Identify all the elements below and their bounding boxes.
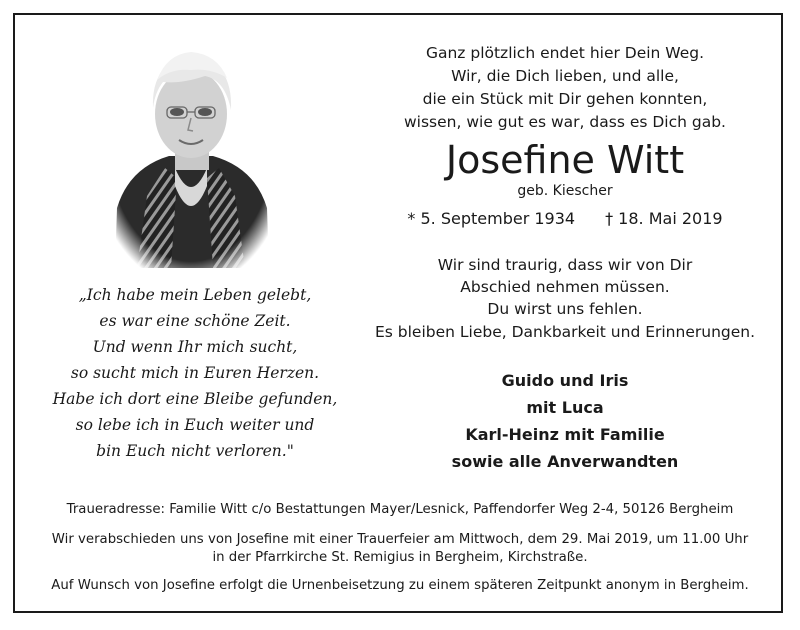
poem [30, 282, 360, 464]
poem-line: Und wenn Ihr mich sucht, [92, 338, 298, 356]
mourner-line: mit Luca [526, 398, 604, 417]
deceased-name: Josefine Witt [445, 138, 685, 182]
life-dates [370, 209, 760, 228]
mourner-line: sowie alle Anverwandten [451, 452, 679, 471]
opening-verse [370, 42, 760, 134]
service-line: in der Pfarrkirche St. Remigius in Bergheim, Kirchstraße. [212, 550, 588, 565]
mourning-address: Traueradresse: Familie Witt c/o Bestattungen Mayer/Lesnick, Paffendorfer Weg 2-4, 50126 Bergheim [66, 502, 734, 517]
service-line: Wir verabschieden uns von Josefine mit einer Trauerfeier am Mittwoch, dem 29. Mai 2019, um 11.00 Uhr [51, 532, 749, 547]
farewell-line: Wir sind traurig, dass wir von Dir [437, 256, 693, 274]
verse-line: Ganz plötzlich endet hier Dein Weg. [425, 44, 705, 62]
poem-line: Habe ich dort eine Bleibe gefunden, [52, 390, 338, 408]
farewell-line: Abschied nehmen müssen. [460, 278, 670, 296]
poem-line: „Ich habe mein Leben gelebt, [78, 286, 312, 304]
poem-line: so sucht mich in Euren Herzen. [70, 364, 320, 382]
farewell-text [370, 254, 760, 320]
service-info [30, 531, 770, 567]
mourner-line: Guido und Iris [501, 371, 629, 390]
death-date: † 18. Mai 2019 [605, 209, 723, 228]
verse-line: Wir, die Dich lieben, und alle, [451, 67, 679, 85]
birth-date: * 5. September 1934 [407, 209, 576, 228]
poem-line: es war eine schöne Zeit. [99, 312, 291, 330]
birth-name: geb. Kiescher [517, 183, 613, 199]
mourners-list [370, 367, 760, 475]
remaining-text: Es bleiben Liebe, Dankbarkeit und Erinnerungen. [374, 323, 756, 341]
mourner-line: Karl-Heinz mit Familie [465, 425, 665, 444]
poem-line: bin Euch nicht verloren." [96, 442, 294, 460]
verse-line: die ein Stück mit Dir gehen konnten, [422, 90, 708, 108]
burial-note: Auf Wunsch von Josefine erfolgt die Urnenbeisetzung zu einem späteren Zeitpunkt anonym in Bergheim. [51, 578, 749, 593]
poem-line: so lebe ich in Euch weiter und [75, 416, 315, 434]
portrait-photo [107, 28, 275, 268]
farewell-line: Du wirst uns fehlen. [487, 300, 643, 318]
verse-line: wissen, wie gut es war, dass es Dich gab. [404, 113, 726, 131]
